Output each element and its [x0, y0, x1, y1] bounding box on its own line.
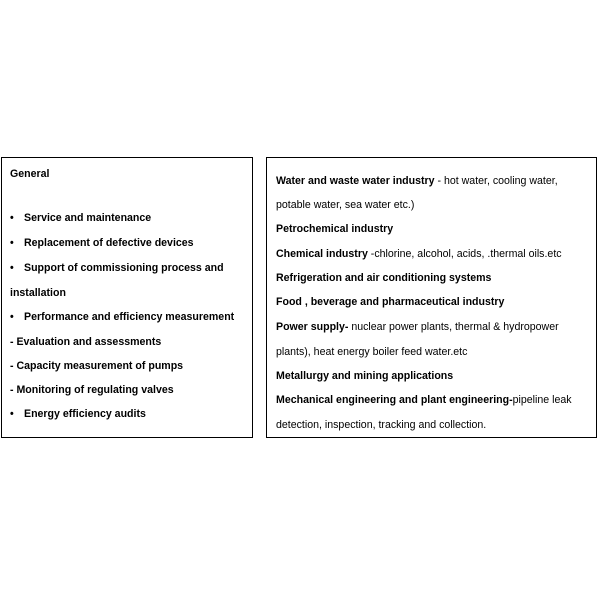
industry-line: Refrigeration and air conditioning systems: [276, 272, 492, 284]
list-item: • Energy efficiency audits: [10, 408, 146, 420]
industries-panel: [266, 157, 597, 438]
industry-line: Chemical industry -chlorine, alcohol, acids, .thermal oils.etc: [276, 248, 562, 260]
industry-line: detection, inspection, tracking and collection.: [276, 419, 487, 431]
list-item: • Performance and efficiency measurement: [10, 311, 235, 323]
industry-line: Power supply- nuclear power plants, thermal & hydropower: [276, 321, 559, 333]
panel-heading: General: [10, 168, 50, 180]
sub-item: - Capacity measurement of pumps: [10, 360, 184, 372]
general-services-panel: [1, 157, 253, 438]
list-item: • Replacement of defective devices: [10, 237, 194, 249]
list-item: • Service and maintenance: [10, 212, 152, 224]
industry-line: Petrochemical industry: [276, 223, 394, 235]
industry-line: Water and waste water industry - hot water, cooling water,: [276, 175, 558, 187]
list-item-continuation: installation: [10, 287, 66, 299]
industry-line: plants), heat energy boiler feed water.etc: [276, 346, 468, 358]
industry-line: Food , beverage and pharmaceutical industry: [276, 296, 505, 308]
list-item: • Support of commissioning process and: [10, 262, 224, 274]
industry-line: potable water, sea water etc.): [276, 199, 415, 211]
industry-line: Metallurgy and mining applications: [276, 370, 454, 382]
sub-item: - Evaluation and assessments: [10, 336, 162, 348]
sub-item: - Monitoring of regulating valves: [10, 384, 174, 396]
industry-line: Mechanical engineering and plant engineering-pipeline leak: [276, 394, 572, 406]
